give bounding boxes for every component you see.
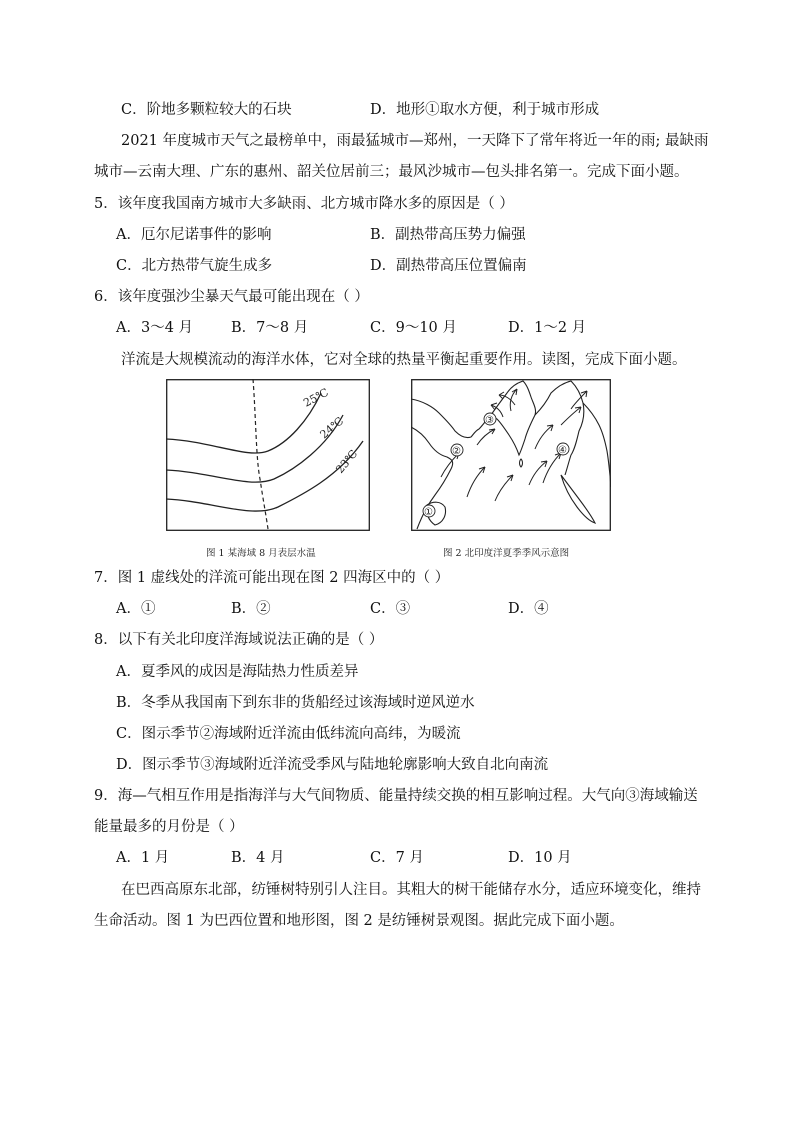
q9-option-b[interactable]: B．4 月: [231, 850, 285, 866]
q9-stem-line1: 9．海—气相互作用是指海洋与大气间物质、能量持续交换的相互影响过程。大气向③海域输送: [94, 788, 698, 804]
passage2-line1: 洋流是大规模流动的海洋水体，它对全球的热量平衡起重要作用。读图，完成下面小题。: [121, 352, 687, 368]
q8-stem: 8．以下有关北印度洋海域说法正确的是（ ）: [94, 632, 384, 648]
figure2-caption: 图 2 北印度洋夏季季风示意图: [443, 548, 570, 559]
q5-option-c[interactable]: C．北方热带气旋生成多: [116, 258, 273, 274]
q5-option-a[interactable]: A．厄尔尼诺事件的影响: [116, 227, 272, 243]
isotherm-24-label: 24℃: [317, 414, 347, 442]
q7-stem: 7．图 1 虚线处的洋流可能出现在图 2 四海区中的（ ）: [94, 570, 450, 586]
svg-text:④: ④: [558, 445, 567, 456]
q6-option-d[interactable]: D．1～2 月: [508, 320, 587, 336]
q6-option-b[interactable]: B．7～8 月: [231, 320, 309, 336]
q5-option-d[interactable]: D．副热带高压位置偏南: [370, 258, 527, 274]
q9-stem-line2: 能量最多的月份是（ ）: [94, 819, 244, 835]
passage3-line2: 生命活动。图 1 为巴西位置和地形图，图 2 是纺锤树景观图。据此完成下面小题。: [94, 913, 624, 929]
isotherm-23-label: 23℃: [333, 447, 361, 476]
q9-option-c[interactable]: C．7 月: [370, 850, 424, 866]
q6-option-c[interactable]: C．9～10 月: [370, 320, 457, 336]
isotherm-25-label: 25℃: [301, 385, 331, 410]
prev-option-d: D．地形①取水方便，利于城市形成: [370, 102, 600, 118]
q7-option-a[interactable]: A．①: [116, 601, 156, 617]
q5-stem: 5．该年度我国南方城市大多缺雨、北方城市降水多的原因是（ ）: [94, 196, 514, 212]
q6-stem: 6．该年度强沙尘暴天气最可能出现在（ ）: [94, 289, 369, 305]
q8-option-a[interactable]: A．夏季风的成因是海陆热力性质差异: [116, 664, 359, 680]
figure1-caption: 图 1 某海域 8 月表层水温: [206, 548, 316, 559]
figure2-monsoon-map: [411, 379, 611, 531]
svg-text:③: ③: [485, 415, 494, 426]
q7-option-c[interactable]: C．③: [370, 601, 411, 617]
q8-option-c[interactable]: C．图示季节②海域附近洋流由低纬流向高纬，为暖流: [116, 726, 461, 742]
svg-text:②: ②: [452, 446, 461, 457]
svg-text:①: ①: [424, 507, 433, 518]
passage1-line2: 城市—云南大理、广东的惠州、韶关位居前三；最风沙城市—包头排名第一。完成下面小题。: [94, 164, 689, 180]
q8-option-b[interactable]: B．冬季从我国南下到东非的货船经过该海域时逆风逆水: [116, 695, 475, 711]
passage3-line1: 在巴西高原东北部，纺锤树特别引人注目。其粗大的树干能储存水分，适应环境变化，维持: [121, 882, 701, 898]
figure1-isotherm-map: [166, 379, 370, 531]
q5-option-b[interactable]: B．副热带高压势力偏强: [370, 227, 526, 243]
q7-option-b[interactable]: B．②: [231, 601, 271, 617]
q9-option-a[interactable]: A．1 月: [116, 850, 170, 866]
prev-option-c: C．阶地多颗粒较大的石块: [121, 102, 292, 118]
q7-option-d[interactable]: D．④: [508, 601, 549, 617]
passage1-line1: 2021 年度城市天气之最榜单中，雨最猛城市—郑州，一天降下了常年将近一年的雨; 最缺雨: [121, 133, 709, 149]
q8-option-d[interactable]: D．图示季节③海域附近洋流受季风与陆地轮廓影响大致自北向南流: [116, 757, 549, 773]
q6-option-a[interactable]: A．3～4 月: [116, 320, 194, 336]
q9-option-d[interactable]: D．10 月: [508, 850, 572, 866]
